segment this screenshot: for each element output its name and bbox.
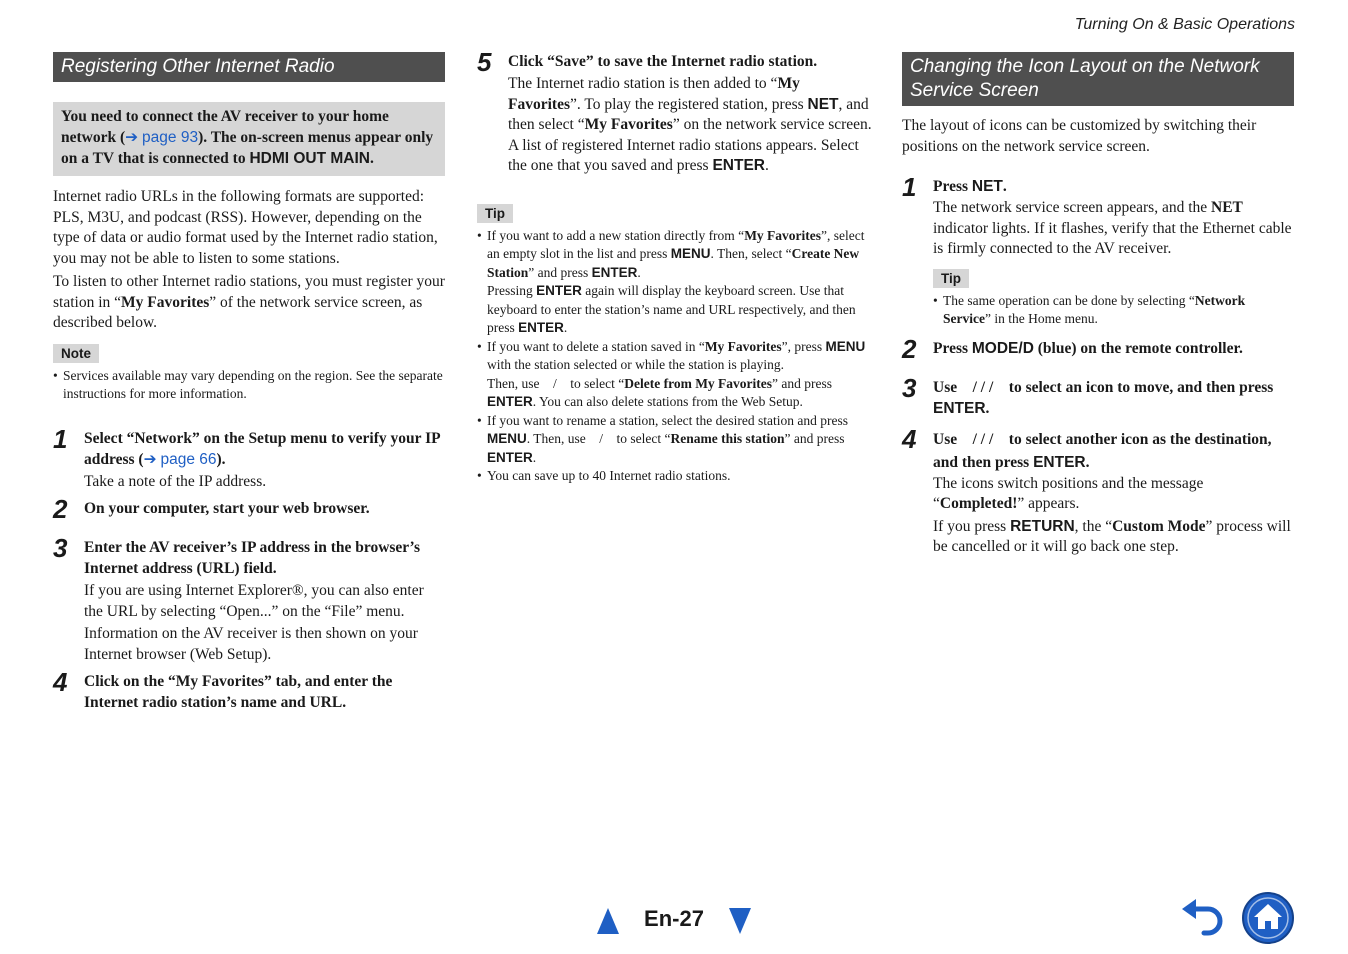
step-number: 3 — [902, 372, 917, 403]
arrow-icon: ➔ — [125, 129, 139, 146]
home-icon[interactable] — [1241, 891, 1295, 945]
step-number: 2 — [53, 494, 68, 524]
step-2: 2 On your computer, start your web browser. — [53, 494, 370, 524]
step-number: 3 — [53, 533, 68, 563]
step-number: 1 — [53, 423, 68, 454]
list-item: • If you want to add a new station directly from “My Favorites”, select an empty slot in the list and press MENU. Then, select “Create New Station” and press ENTER. Pressing ENTER again will display the keyboard screen. Use that keyboard to enter the station’s name and URL respectively, and then press ENTER. — [487, 227, 872, 338]
tip-label: Tip — [933, 269, 969, 288]
section-title-icon-layout: Changing the Icon Layout on the Network Service Screen — [902, 52, 1294, 106]
list-item: • You can save up to 40 Internet radio stations. — [487, 467, 872, 486]
page-number: En-27 — [644, 906, 704, 931]
paragraph-formats: Internet radio URLs in the following formats are supported: PLS, M3U, and podcast (RSS). However, depending on the type of data or audio format used by the Internet radio station, you may not be able to listen to some stations. — [53, 188, 438, 267]
network-notice: You need to connect the AV receiver to your home network (➔ page 93). The on-screen menus appear only on a TV that is connected to HDMI OUT MAIN. — [53, 102, 445, 176]
column-middle — [477, 47, 872, 486]
link-page-66[interactable]: page 66 — [160, 450, 217, 468]
tip-label: Tip — [477, 204, 513, 223]
list-item: • Services available may vary depending on the region. See the separate instructions for more information. — [63, 367, 445, 404]
step-2: 2 Press MODE/D (blue) on the remote controller. — [902, 333, 1243, 364]
step-number: 1 — [902, 172, 917, 202]
back-icon[interactable] — [1180, 897, 1228, 937]
link-page-93[interactable]: page 93 — [142, 129, 199, 146]
next-page-icon[interactable] — [729, 908, 751, 934]
step-3: 3 Use / / / to select an icon to move, and then press ENTER. — [902, 372, 1274, 417]
arrow-icon: ➔ — [143, 450, 157, 468]
step-number: 2 — [902, 333, 917, 364]
step-5: 5 Click “Save” to save the Internet radio station. The Internet radio station is then added to “My Favorites”. To play the registered station, press NET, and then select “My Favorites” on the network service screen. A list of registered Internet radio stations appears. Select the one that you saved and press ENTER. — [477, 47, 872, 174]
step-number: 4 — [53, 667, 68, 697]
step-number: 4 — [902, 423, 917, 454]
step-number: 5 — [477, 47, 492, 77]
step-3: 3 Enter the AV receiver’s IP address in the browser’s Internet address (URL) field. If you are using Internet Explorer®, you can also enter the URL by selecting “Open...” on the “File” menu. Information on the AV receiver is then shown on your Internet browser (Web Setup). — [53, 533, 424, 663]
running-header: Turning On & Basic Operations — [1074, 16, 1295, 33]
page-navigation — [596, 904, 752, 936]
paragraph-register: To listen to other Internet radio stations, you must register your station in “My Favorites” of the network service screen, as described below. — [53, 273, 445, 331]
step-1: 1 Select “Network” on the Setup menu to verify your IP address (➔ page 66). Take a note of the IP address. — [53, 423, 440, 490]
note-label: Note — [53, 344, 99, 363]
note-list — [53, 367, 445, 404]
step-4: 4 Use / / / to select another icon as the destination, and then press ENTER. The icons switch positions and the message “Completed!” appears. If you press RETURN, the “Custom Mode” process will be cancelled or it will go back one step. — [902, 423, 1291, 555]
list-item: • The same operation can be done by selecting “Network Service” in the Home menu. — [943, 292, 1294, 329]
tip-list — [477, 227, 872, 486]
list-item: • If you want to delete a station saved in “My Favorites”, press MENU with the station selected or while the station is playing. Then, use / to select “Delete from My Favorites” and press ENTER. You can also delete stations from the Web Setup. — [487, 338, 872, 412]
list-item: • If you want to rename a station, select the desired station and press MENU. Then, use / to select “Rename this station” and press ENTER. — [487, 412, 872, 468]
column-right — [902, 52, 1294, 558]
step-1: 1 Press NET. The network service screen appears, and the NET indicator lights. If it flashes, verify that the Ethernet cable is firmly connected to the AV receiver. Tip • The same operation can be done by selecting “Network Service” in the Home menu. — [902, 176, 1294, 329]
section-title-register-radio: Registering Other Internet Radio — [53, 52, 445, 82]
step-4: 4 Click on the “My Favorites” tab, and enter the Internet radio station’s name and URL. — [53, 667, 393, 711]
column-left — [53, 52, 445, 713]
tip-list — [933, 292, 1294, 329]
paragraph-intro: The layout of icons can be customized by switching their positions on the network service screen. — [902, 117, 1257, 155]
